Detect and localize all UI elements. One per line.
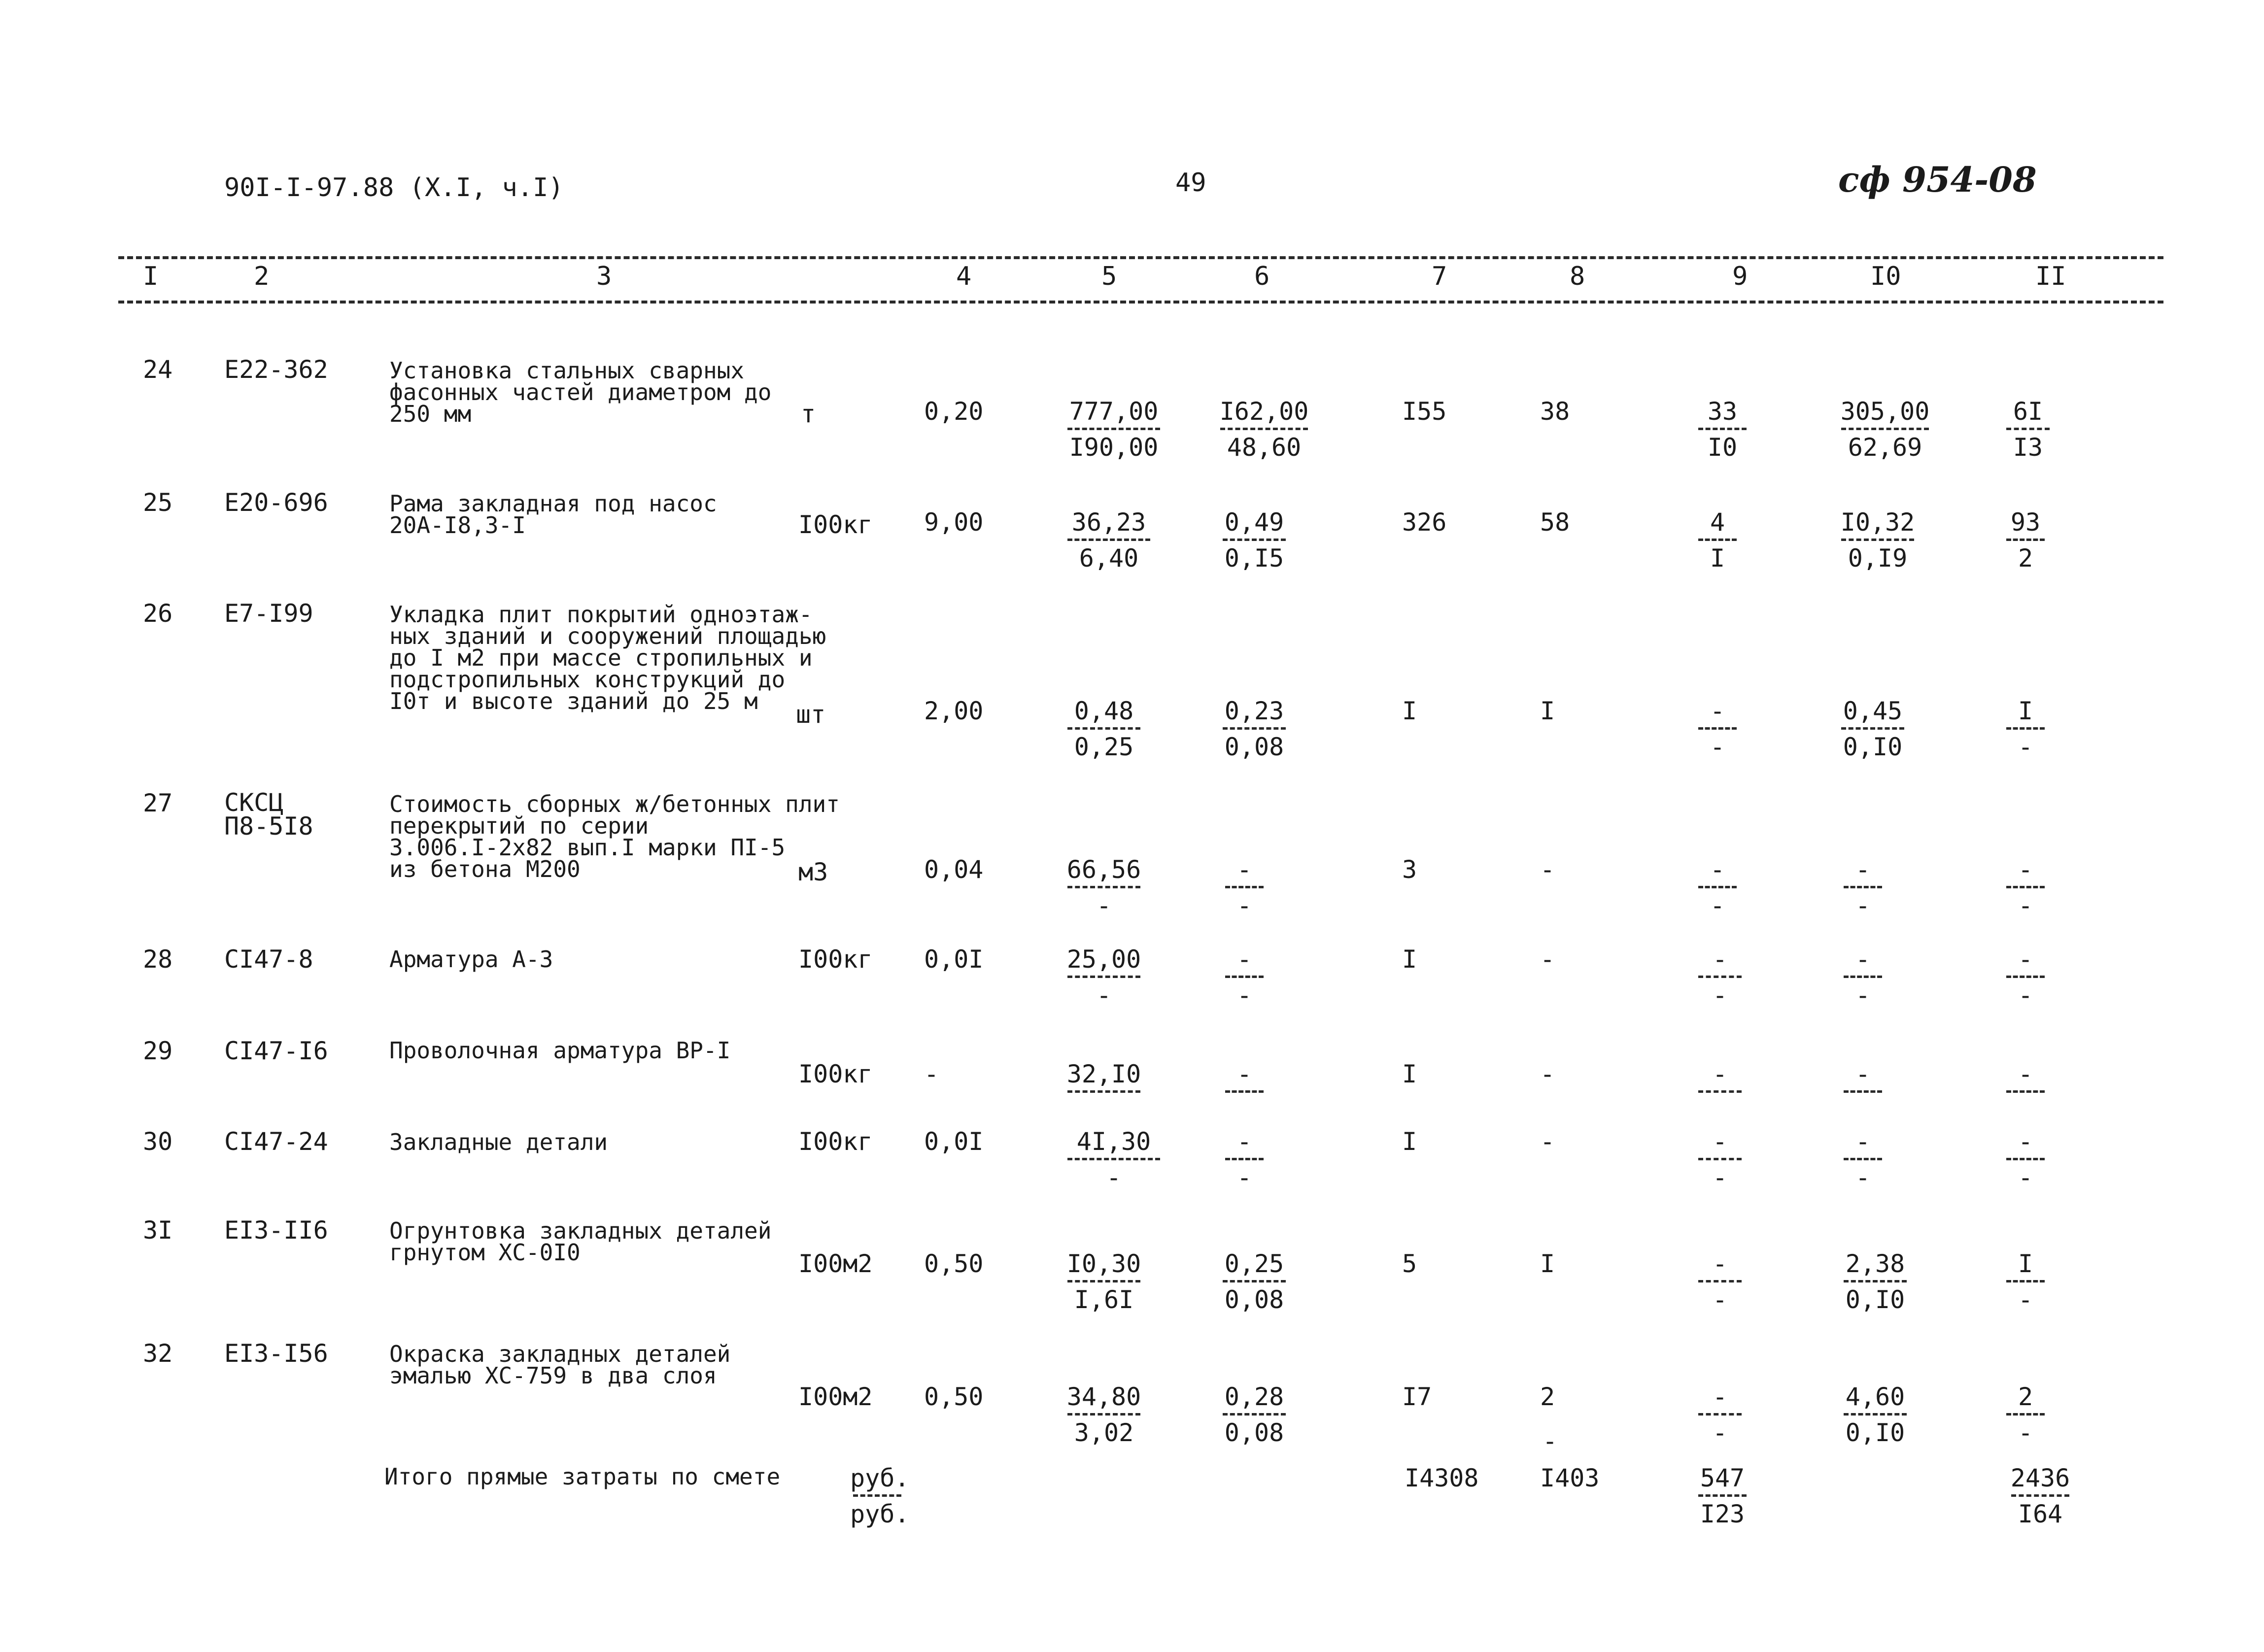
fraction-col9: - - xyxy=(1695,1129,1745,1190)
total-col7: I4308 xyxy=(1405,1464,1479,1492)
work-description: Огрунтовка закладных деталей грнутом ХС-0I0 xyxy=(389,1217,772,1266)
column-number: 3 xyxy=(596,262,612,291)
cost-fraction-col6: I62,00 48,60 xyxy=(1219,397,1309,462)
value-col7: I xyxy=(1402,1060,1417,1088)
fraction-col9: - - xyxy=(1695,857,1740,918)
fraction-col11: I - xyxy=(2003,699,2048,759)
value-col8: 38 xyxy=(1540,397,1570,426)
cost-fraction-col5: 36,23 6,40 xyxy=(1064,510,1153,571)
value-col7: I xyxy=(1402,945,1417,974)
cost-fraction-col6: 0,28 0,08 xyxy=(1220,1384,1289,1445)
total-label: Итого прямые затраты по смете xyxy=(384,1463,781,1490)
fraction-col11: - - xyxy=(2003,947,2048,1008)
total-unit-fraction: руб. руб. xyxy=(850,1464,910,1528)
norm-code: E7-I99 xyxy=(224,599,313,628)
cost-fraction-col6: 0,23 0,08 xyxy=(1220,699,1289,759)
fraction-col10: I0,32 0,I9 xyxy=(1840,508,1915,573)
fraction-col9: - - xyxy=(1695,947,1745,1008)
quantity: - xyxy=(924,1060,939,1088)
cost-fraction-col5: I0,30 I,6I xyxy=(1066,1249,1141,1314)
norm-code: CI47-I6 xyxy=(224,1037,328,1065)
value-col8: - xyxy=(1540,855,1555,884)
fraction-col9: - xyxy=(1695,1062,1745,1122)
row-number: 3I xyxy=(143,1216,173,1245)
total-fraction-col11: 2436 I64 xyxy=(2010,1464,2070,1528)
row-number: 27 xyxy=(143,789,173,817)
value-col8: 2 xyxy=(1540,1382,1555,1411)
unit: м3 xyxy=(798,858,828,886)
fraction-col10: - xyxy=(1841,1062,1885,1122)
quantity: 0,0I xyxy=(924,1127,984,1156)
quantity: 0,0I xyxy=(924,945,984,974)
unit: I00кг xyxy=(798,1127,873,1156)
value-col7: 326 xyxy=(1402,508,1447,537)
total-fraction-col9: 547 I23 xyxy=(1695,1466,1749,1526)
row-number: 26 xyxy=(143,599,173,628)
value-col7: I xyxy=(1402,1127,1417,1156)
norm-code: CI47-24 xyxy=(224,1127,328,1156)
row-number: 29 xyxy=(143,1037,173,1065)
norm-code: E20-696 xyxy=(224,488,328,517)
header-rule-bottom xyxy=(118,301,2163,303)
unit: I00кг xyxy=(798,510,873,539)
work-description: Рама закладная под насос 20А-I8,3-I xyxy=(389,490,717,539)
column-number: 9 xyxy=(1732,262,1748,291)
handwritten-stamp: сф 954-08 xyxy=(1838,159,2037,200)
work-description: Закладные детали xyxy=(389,1129,608,1155)
work-description: Установка стальных сварных фасонных частей диаметром до 250 мм xyxy=(389,357,772,427)
cost-fraction-col6: - - xyxy=(1222,1129,1267,1190)
unit: I00кг xyxy=(798,1060,873,1088)
cost-fraction-col5: 66,56 - xyxy=(1066,855,1141,920)
quantity: 9,00 xyxy=(924,508,984,537)
fraction-col10: 4,60 0,I0 xyxy=(1841,1384,1910,1445)
work-description: Стоимость сборных ж/бетонных плит перекрытий по серии 3.006.I-2х82 вып.I марки ПI-5 из бетона М200 xyxy=(389,791,840,882)
value-col7: I55 xyxy=(1402,397,1447,426)
fraction-col11: I - xyxy=(2003,1251,2048,1312)
value-col7: I7 xyxy=(1402,1382,1432,1411)
fraction-col11: 2 - xyxy=(2003,1384,2048,1445)
work-description: Арматура А-3 xyxy=(389,946,553,973)
page-number: 49 xyxy=(1175,168,1206,198)
norm-code: EI3-I56 xyxy=(224,1339,328,1368)
column-number: 6 xyxy=(1254,262,1270,291)
work-description: Проволочная арматура ВР-I xyxy=(389,1037,731,1064)
cost-fraction-col6: - - xyxy=(1222,857,1267,918)
fraction-col11: - - xyxy=(2003,857,2048,918)
unit: I00м2 xyxy=(798,1382,873,1411)
norm-code: E22-362 xyxy=(224,355,328,384)
work-description: Окраска закладных деталей эмалью ХС-759 в два слоя xyxy=(389,1341,731,1389)
fraction-col9: - - xyxy=(1695,1384,1745,1445)
value-col8: I xyxy=(1540,1249,1555,1278)
cost-fraction-col6: 0,25 0,08 xyxy=(1220,1251,1289,1312)
value-col7: I xyxy=(1402,697,1417,725)
value-col8: - xyxy=(1540,1060,1555,1088)
value-col8: 58 xyxy=(1540,508,1570,537)
norm-code: СКСЦ П8-5I8 xyxy=(224,788,313,841)
unit: шт xyxy=(796,700,826,729)
row-number: 24 xyxy=(143,355,173,384)
column-number: I xyxy=(143,262,159,291)
row-number: 28 xyxy=(143,945,173,974)
fraction-col11: 93 2 xyxy=(2003,510,2048,571)
column-number: II xyxy=(2035,262,2066,291)
total-col8: I403 xyxy=(1540,1464,1600,1492)
column-number: 7 xyxy=(1432,262,1447,291)
column-number: 5 xyxy=(1101,262,1117,291)
fraction-col11: 6I I3 xyxy=(2003,399,2053,460)
value-col7: 3 xyxy=(1402,855,1417,884)
column-number: I0 xyxy=(1870,262,1901,291)
column-number: 2 xyxy=(254,262,270,291)
value-col8: - xyxy=(1540,945,1555,974)
quantity: 0,50 xyxy=(924,1382,984,1411)
header-rule-top xyxy=(118,256,2163,259)
value-col8: I xyxy=(1540,697,1555,725)
fraction-col10: - - xyxy=(1841,947,1885,1008)
unit: I00м2 xyxy=(798,1249,873,1278)
fraction-col10: 305,00 62,69 xyxy=(1840,397,1930,462)
fraction-col11: - - xyxy=(2003,1129,2048,1190)
quantity: 2,00 xyxy=(924,697,984,725)
cost-fraction-col5: 32,I0 xyxy=(1064,1062,1143,1122)
norm-code: EI3-II6 xyxy=(224,1216,328,1245)
column-number: 4 xyxy=(956,262,972,291)
document-code: 90I-I-97.88 (X.I, ч.I) xyxy=(224,173,564,202)
fraction-col10: - - xyxy=(1841,1129,1885,1190)
cost-fraction-col6: - - xyxy=(1222,947,1267,1008)
cost-fraction-col6: - xyxy=(1222,1062,1267,1122)
cost-fraction-col5: 0,48 0,25 xyxy=(1064,699,1143,759)
column-number: 8 xyxy=(1570,262,1585,291)
row-number: 25 xyxy=(143,488,173,517)
quantity: 0,50 xyxy=(924,1249,984,1278)
unit: т xyxy=(801,400,816,428)
unit: I00кг xyxy=(798,945,873,974)
row-number: 30 xyxy=(143,1127,173,1156)
cost-fraction-col6: 0,49 0,I5 xyxy=(1220,510,1289,571)
fraction-col10: - - xyxy=(1841,857,1885,918)
cost-fraction-col5: 34,80 3,02 xyxy=(1066,1382,1141,1447)
fraction-col11: - xyxy=(2003,1062,2048,1122)
quantity: 0,20 xyxy=(924,397,984,426)
fraction-col9: - - xyxy=(1695,699,1740,759)
value-col8-lower: - xyxy=(1543,1427,1558,1455)
cost-fraction-col5: 25,00 - xyxy=(1066,945,1141,1010)
fraction-col9: 4 I xyxy=(1695,510,1740,571)
norm-code: CI47-8 xyxy=(224,945,313,974)
work-description: Укладка плит покрытий одноэтаж- ных зданий и сооружений площадью до I м2 при массе стропильных и подстропильных конструкций до I0т и высоте зданий до 25 м xyxy=(389,601,826,714)
fraction-col9: - - xyxy=(1695,1251,1745,1312)
fraction-col9: 33 I0 xyxy=(1695,399,1749,460)
row-number: 32 xyxy=(143,1339,173,1368)
fraction-col10: 2,38 0,I0 xyxy=(1841,1251,1910,1312)
value-col8: - xyxy=(1540,1127,1555,1156)
cost-fraction-col5: 4I,30 - xyxy=(1064,1129,1163,1190)
value-col7: 5 xyxy=(1402,1249,1417,1278)
fraction-col10: 0,45 0,I0 xyxy=(1838,699,1907,759)
quantity: 0,04 xyxy=(924,855,984,884)
cost-fraction-col5: 777,00 I90,00 xyxy=(1064,399,1163,460)
